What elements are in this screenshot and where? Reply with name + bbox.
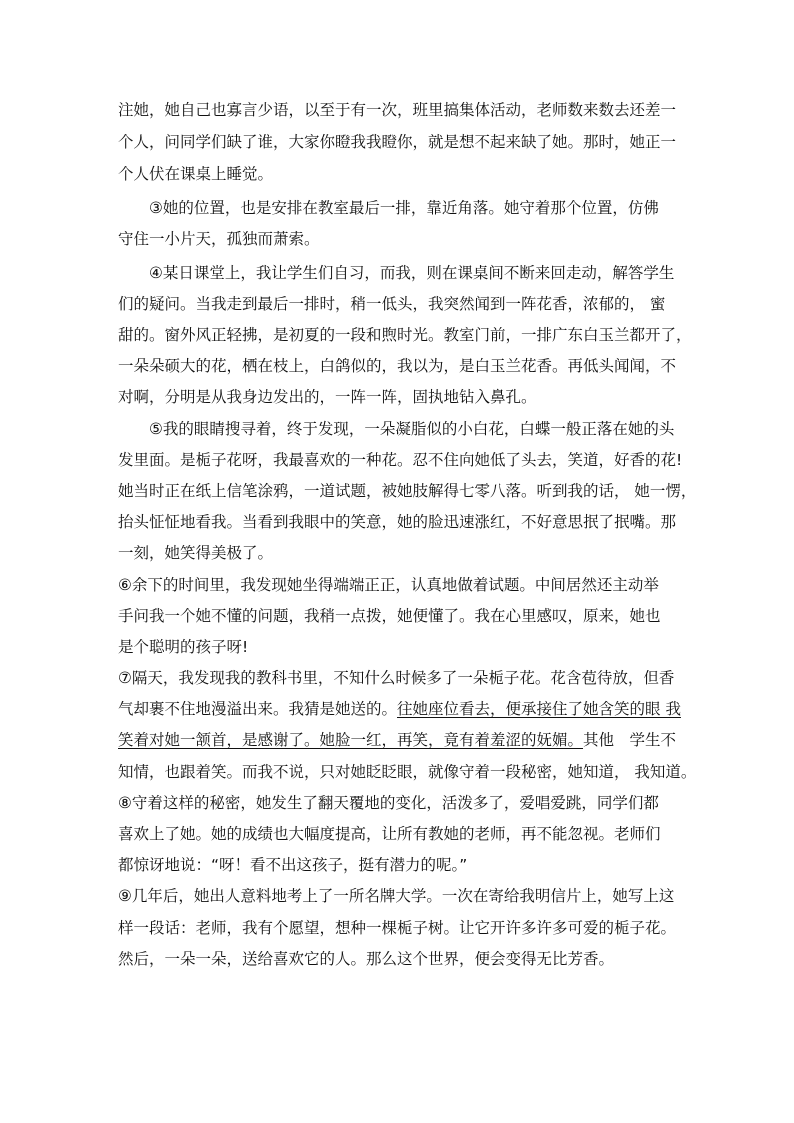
text-line (118, 699, 681, 719)
text-line: 守住一小片天，孤独而萧索。 (118, 230, 320, 248)
text-line: 发里面。是栀子花呀，我最喜欢的一种花。忍不住向她低了头去，笑道，好香的花! (118, 451, 683, 469)
text-line: 喜欢上了她。她的成绩也大幅度提高，让所有教她的老师，再不能忽视。老师们 (118, 825, 661, 843)
underlined-text: 笑着对她一颔首，是感谢了。她脸一红，再笑，竟有着羞涩的妩媚。 (118, 731, 584, 749)
text-line: 对啊，分明是从我身边发出的，一阵一阵，固执地钻入鼻孔。 (118, 388, 537, 406)
text-line: 手问我一个她不懂的问题，我稍一点拨，她便懂了。我在心里感叹，原来，她也 (118, 607, 661, 625)
text-line: ④某日课堂上，我让学生们自习，而我，则在课桌间不断来回走动，解答学生 (118, 264, 675, 282)
text-segment: ⑦隔天，我发现我的教科书里，不知什么时候多了一朵栀子花。花含苞待放，但香 (118, 669, 675, 687)
text-line: ⑤我的眼睛搜寻着，终于发现，一朵凝脂似的小白花，白蝶一般正落在她的头 (118, 420, 675, 438)
text-segment: 其他 学生不 (583, 731, 677, 749)
text-line: 个人伏在课桌上睡觉。 (118, 165, 274, 183)
text-line: 一刻，她笑得美极了。 (118, 544, 274, 562)
text-line: ③她的位置，也是安排在教室最后一排，靠近角落。她守着那个位置，仿佛 (118, 199, 659, 217)
text-line: 注她，她自己也寡言少语，以至于有一次，班里搞集体活动，老师数来数去还差一 (118, 101, 677, 119)
text-line: 一朵朵硕大的花，栖在枝上，白鸽似的，我以为，是白玉兰花香。再低头闻闻，不 (118, 357, 677, 375)
text-line: ⑧守着这样的秘密，她发生了翻天覆地的变化，活泼多了，爱唱爱跳，同学们都 (118, 794, 659, 812)
text-line: 抬头怔怔地看我。当看到我眼中的笑意，她的脸迅速涨红，不好意思抿了抿嘴。那 (118, 513, 677, 531)
text-line: 然后，一朵一朵，送给喜欢它的人。那么这个世界，便会变得无比芳香。 (118, 950, 615, 968)
text-line: ⑨几年后，她出人意料地考上了一所名牌大学。一次在寄给我明信片上，她写上这 (118, 887, 675, 905)
text-line (118, 730, 676, 750)
text-line: 她当时正在纸上信笔涂鸦，一道试题，被她肢解得七零八落。听到我的话， 她一愣， (118, 482, 697, 500)
text-line: 个人，问同学们缺了谁，大家你瞪我我瞪你，就是想不起来缺了她。那时，她正一 (118, 133, 677, 151)
text-line: 都惊讶地说：“呀！看不出这孩子，挺有潜力的呢。” (118, 856, 468, 874)
text-line: 知情，也跟着笑。而我不说，只对她眨眨眼，就像守着一段秘密，她知道， 我知道。 (118, 763, 697, 781)
text-line: ⑥余下的时间里，我发现她坐得端端正正，认真地做着试题。中间居然还主动举 (118, 576, 659, 594)
text-segment: 气却裹不住地漫溢出来。我猜是她送的。 (118, 700, 398, 718)
text-line: 样一段话：老师，我有个愿望，想种一棵栀子树。让它开许多许多可爱的栀子花。 (118, 919, 677, 937)
text-line: 甜的。窗外风正轻拂，是初夏的一段和煦时光。教室门前，一排广东白玉兰都开了， (118, 326, 692, 344)
underlined-text: 往她座位看去，便承接住了她含笑的眼 我 (397, 700, 681, 718)
text-line: 们的疑问。当我走到最后一排时，稍一低头，我突然闻到一阵花香，浓郁的， 蜜 (118, 295, 666, 313)
text-line (118, 668, 674, 688)
text-line: 是个聪明的孩子呀! (118, 638, 249, 656)
